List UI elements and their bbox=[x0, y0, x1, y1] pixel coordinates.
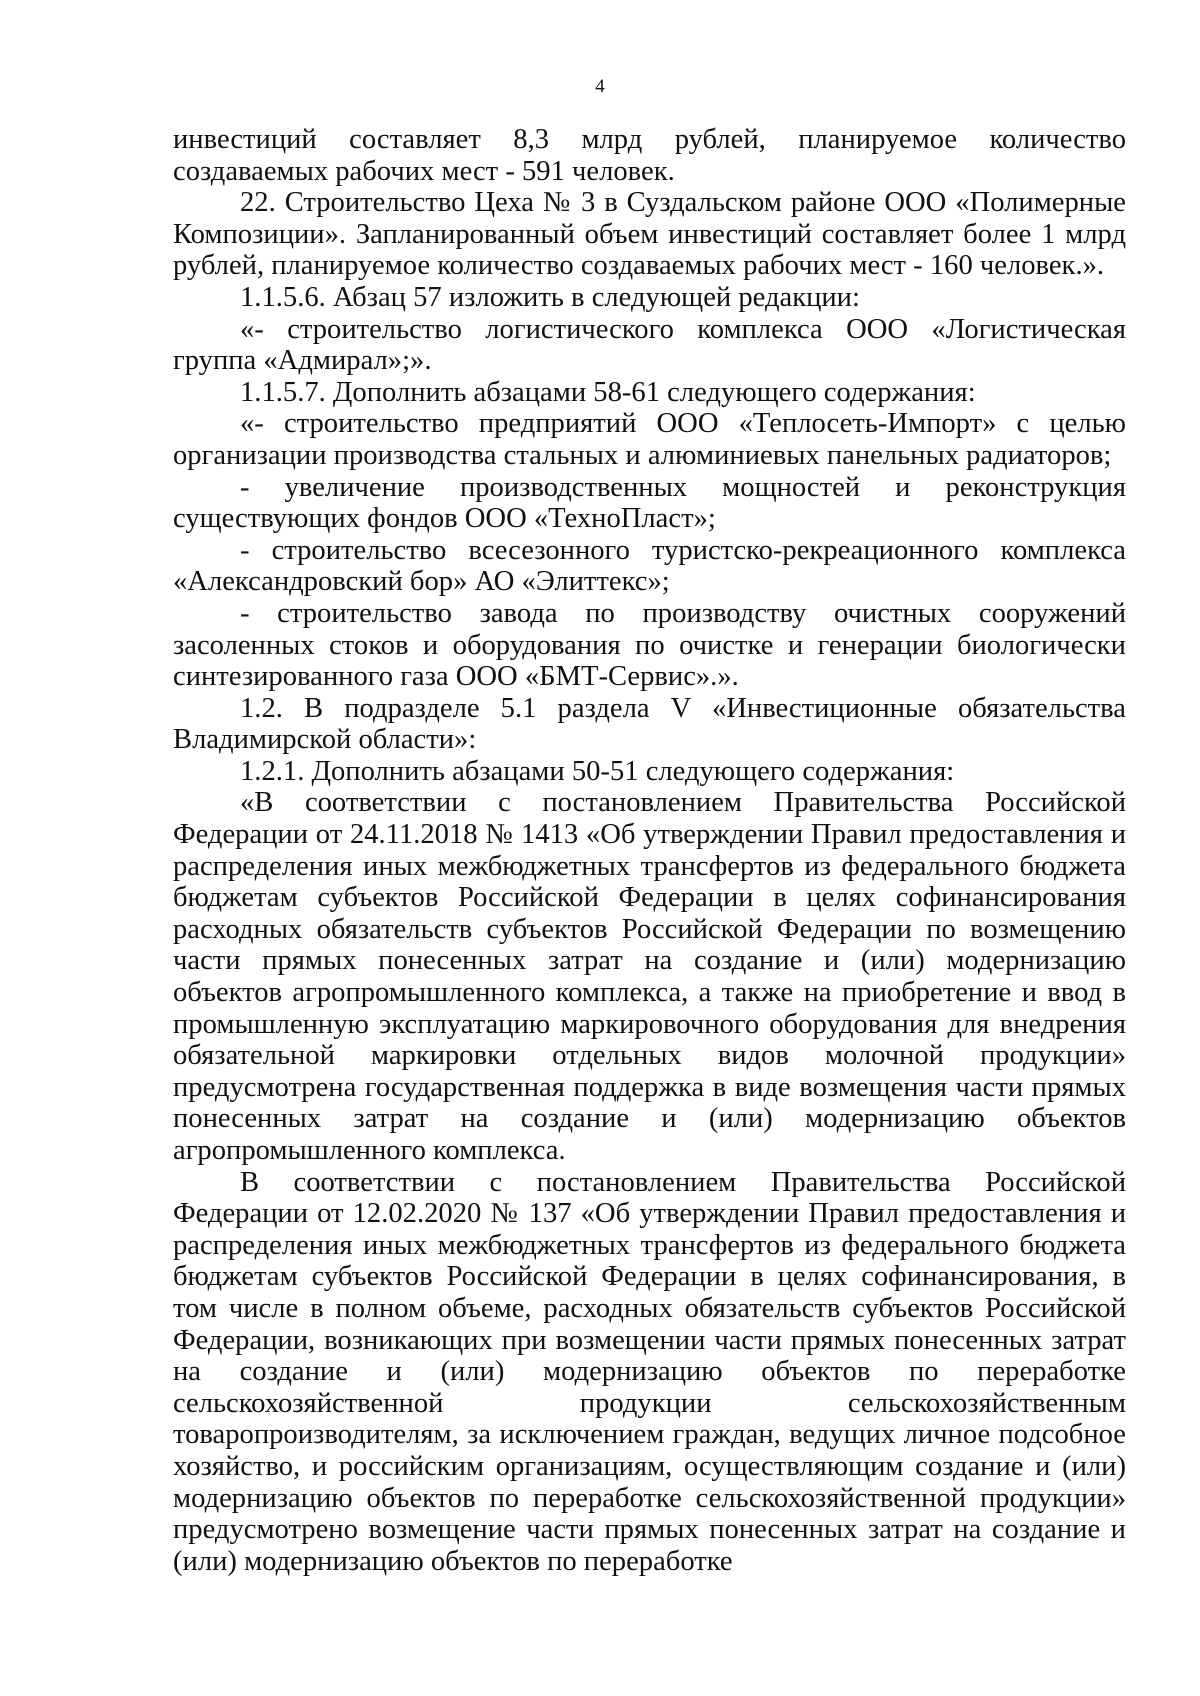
paragraph-abzac-61: - строительство завода по производству очистных сооружений засоленных стоков и оборудования по очистке и генерации биологически синтезированного газа ООО «БМТ-Сервис».». bbox=[173, 597, 1126, 693]
paragraph-1-1-5-7: 1.1.5.7. Дополнить абзацами 58-61 следующего содержания: bbox=[240, 376, 976, 408]
paragraph-abzac-60: - строительство всесезонного туристско-рекреационного комплекса «Александровский бор» АО «Элиттекс»; bbox=[173, 534, 1126, 598]
document-body bbox=[173, 124, 1126, 1577]
paragraph-1-2: 1.2. В подразделе 5.1 раздела V «Инвестиционные обязательства Владимирской области»: bbox=[173, 692, 1126, 756]
page-number: 4 bbox=[595, 76, 605, 97]
paragraph-abzac-50: «В соответствии с постановлением Правительства Российской Федерации от 24.11.2018 № 1413 «Об утверждении Правил предоставления и распределения иных межбюджетных трансфертов из федерального бюджета бюджетам субъектов Российской Федерации в целях софинансирования расходных обязательств субъектов Российской Федерации по возмещению части прямых понесенных затрат на создание и (или) модернизацию объектов агропромышленного комплекса, а также на приобретение и ввод в промышленную эксплуатацию маркировочного оборудования для внедрения обязательной маркировки отдельных видов молочной продукции» предусмотрена государственная поддержка в виде возмещения части прямых понесенных затрат на создание и (или) модернизацию объектов агропромышленного комплекса. bbox=[173, 787, 1126, 1166]
paragraph-1-2-1: 1.2.1. Дополнить абзацами 50-51 следующего содержания: bbox=[240, 755, 955, 787]
paragraph-1-1-5-6: 1.1.5.6. Абзац 57 изложить в следующей редакции: bbox=[240, 281, 860, 313]
paragraph-abzac-51: В соответствии с постановлением Правительства Российской Федерации от 12.02.2020 № 137 «Об утверждении Правил предоставления и распределения иных межбюджетных трансфертов из федерального бюджета бюджетам субъектов Российской Федерации в целях софинансирования, в том числе в полном объеме, расходных обязательств субъектов Российской Федерации, возникающих при возмещении части прямых понесенных затрат на создание и (или) модернизацию объектов по переработке сельскохозяйственной продукции сельскохозяйственным товаропроизводителям, за исключением граждан, ведущих личное подсобное хозяйство, и российским организациям, осуществляющим создание и (или) модернизацию объектов по переработке сельскохозяйственной продукции» предусмотрено возмещение части прямых понесенных затрат на создание и (или) модернизацию объектов по переработке bbox=[173, 1166, 1126, 1577]
paragraph-item-22: 22. Строительство Цеха № 3 в Суздальском районе ООО «Полимерные Композиции». Запланированный объем инвестиций составляет более 1 млрд рублей, планируемое количество создаваемых рабочих мест - 160 человек.». bbox=[173, 187, 1126, 282]
paragraph-abzac-59: - увеличение производственных мощностей и реконструкция существующих фондов ООО «ТехноПласт»; bbox=[173, 471, 1126, 535]
paragraph-investments-continued: инвестиций составляет 8,3 млрд рублей, планируемое количество создаваемых рабочих мест - 591 человек. bbox=[173, 124, 1126, 187]
paragraph-abzac-57: «- строительство логистического комплекса ООО «Логистическая группа «Адмирал»;». bbox=[173, 313, 1126, 377]
paragraph-abzac-58: «- строительство предприятий ООО «Теплосеть-Импорт» с целью организации производства стальных и алюминиевых панельных радиаторов; bbox=[173, 408, 1126, 471]
